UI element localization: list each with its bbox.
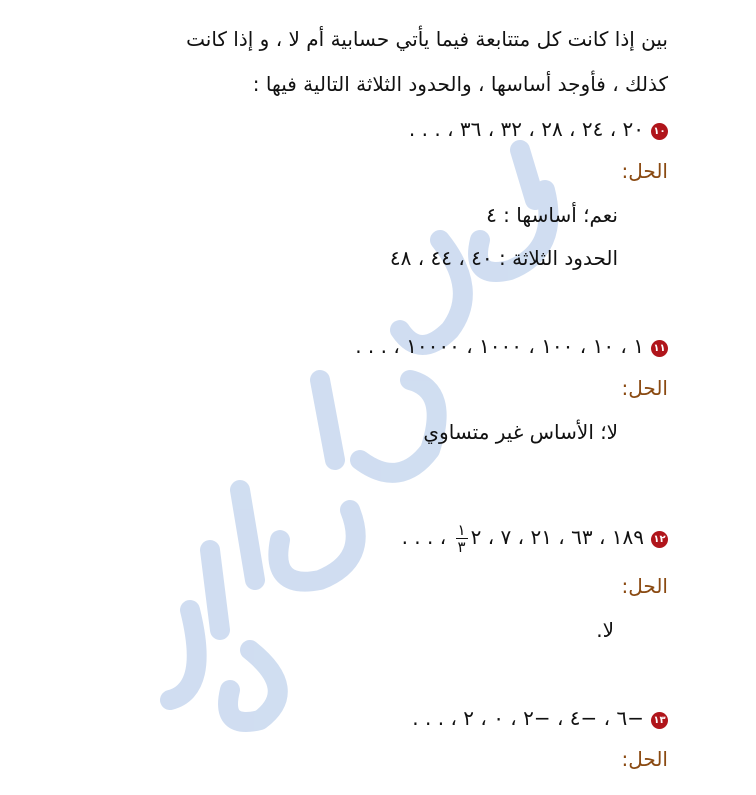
question-sequence: ١٨٩ ، ٦٣ ، ٢١ ، ٧ ، — [487, 525, 644, 549]
answer-line: نعم؛ أساسها : ٤ — [486, 203, 618, 227]
question-12 — [402, 517, 668, 557]
answer-line: الحدود الثلاثة : ٤٠ ، ٤٤ ، ٤٨ — [389, 246, 618, 270]
question-11 — [355, 332, 668, 360]
question-10 — [409, 115, 668, 143]
question-number-badge: ١١ — [651, 340, 668, 357]
question-13 — [412, 704, 668, 732]
solution-label: الحل: — [621, 159, 668, 183]
solution-label: الحل: — [621, 747, 668, 771]
fraction-numerator: ١ — [457, 521, 466, 539]
answer-line: لا؛ الأساس غير متساوي — [423, 420, 618, 444]
solution-label: الحل: — [621, 574, 668, 598]
solution-label: الحل: — [621, 376, 668, 400]
question-number-badge: ١٢ — [651, 531, 668, 548]
intro-line-2: كذلك ، فأوجد أساسها ، والحدود الثلاثة التالية فيها : — [252, 72, 668, 96]
intro-line-1: بين إذا كانت كل متتابعة فيما يأتي حسابية أم لا ، و إذا كانت — [186, 27, 668, 51]
question-sequence: −٦ ، −٤ ، −٢ ، ٠ ، ٢ ، . . . — [412, 706, 644, 730]
question-number-badge: ١٣ — [651, 712, 668, 729]
question-sequence: ١ ، ١٠ ، ١٠٠ ، ١٠٠٠ ، ١٠٠٠٠ ، . . . — [355, 334, 644, 358]
question-number-badge: ١٠ — [651, 123, 668, 140]
fraction-denominator: ٣ — [457, 538, 466, 556]
watermark-text: أحمد صالح الديني — [150, 115, 267, 134]
fraction — [456, 522, 468, 555]
answer-line: لا. — [596, 618, 614, 642]
question-sequence: ٢٠ ، ٢٤ ، ٢٨ ، ٣٢ ، ٣٦ ، . . . — [408, 117, 644, 141]
mixed-number-whole: ٢ — [470, 525, 482, 549]
sequence-tail: ، . . . — [401, 525, 447, 549]
